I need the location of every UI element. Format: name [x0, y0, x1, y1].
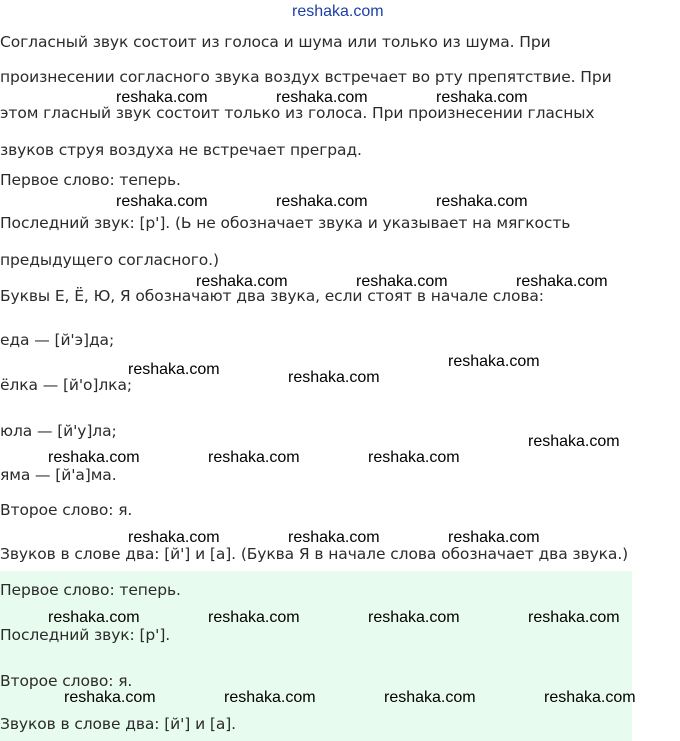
answer-line: Последний звук: [р'].	[0, 626, 171, 644]
watermark: reshaka.com	[448, 529, 540, 546]
explanation-line: Первое слово: теперь.	[0, 171, 181, 189]
watermark: reshaka.com	[208, 609, 300, 626]
explanation-line: Согласный звук состоит из голоса и шума или только из шума. При	[0, 33, 551, 51]
watermark: reshaka.com	[128, 529, 220, 546]
explanation-line: Буквы Е, Ё, Ю, Я обозначают два звука, если стоят в начале слова:	[0, 287, 544, 305]
watermark: reshaka.com	[368, 609, 460, 626]
explanation-line: юла — [й'у]ла;	[0, 422, 117, 440]
answer-line: Звуков в слове два: [й'] и [а].	[0, 715, 236, 733]
explanation-line: ёлка — [й'о]лка;	[0, 376, 132, 394]
watermark: reshaka.com	[528, 433, 620, 450]
site-watermark[interactable]: reshaka.com	[292, 3, 384, 20]
explanation-line: еда — [й'э]да;	[0, 331, 115, 349]
explanation-line: звуков струя воздуха не встречает преград.	[0, 141, 362, 159]
watermark: reshaka.com	[48, 609, 140, 626]
answer-line: Второе слово: я.	[0, 672, 133, 690]
watermark: reshaka.com	[384, 689, 476, 706]
watermark: reshaka.com	[224, 689, 316, 706]
watermark: reshaka.com	[544, 689, 636, 706]
watermark: reshaka.com	[128, 361, 220, 378]
watermark: reshaka.com	[288, 529, 380, 546]
watermark: reshaka.com	[276, 193, 368, 210]
watermark: reshaka.com	[436, 89, 528, 106]
watermark: reshaka.com	[356, 273, 448, 290]
answer-line: Первое слово: теперь.	[0, 581, 181, 599]
watermark: reshaka.com	[288, 369, 380, 386]
watermark: reshaka.com	[276, 89, 368, 106]
watermark: reshaka.com	[116, 89, 208, 106]
explanation-line: Звуков в слове два: [й'] и [а]. (Буква Я в начале слова обозначает два звука.)	[0, 545, 629, 563]
explanation-line: этом гласный звук состоит только из голоса. При произнесении гласных	[0, 104, 595, 122]
explanation-line: яма — [й'а]ма.	[0, 466, 117, 484]
watermark: reshaka.com	[528, 609, 620, 626]
watermark: reshaka.com	[448, 353, 540, 370]
explanation-line: Второе слово: я.	[0, 501, 133, 519]
watermark: reshaka.com	[516, 273, 608, 290]
watermark: reshaka.com	[48, 449, 140, 466]
explanation-line: произнесении согласного звука воздух встречает во рту препятствие. При	[0, 68, 612, 86]
watermark: reshaka.com	[208, 449, 300, 466]
explanation-line: предыдущего согласного.)	[0, 251, 219, 269]
watermark: reshaka.com	[196, 273, 288, 290]
watermark: reshaka.com	[368, 449, 460, 466]
watermark: reshaka.com	[116, 193, 208, 210]
explanation-line: Последний звук: [р']. (Ь не обозначает звука и указывает на мягкость	[0, 214, 571, 232]
watermark: reshaka.com	[64, 689, 156, 706]
watermark: reshaka.com	[436, 193, 528, 210]
